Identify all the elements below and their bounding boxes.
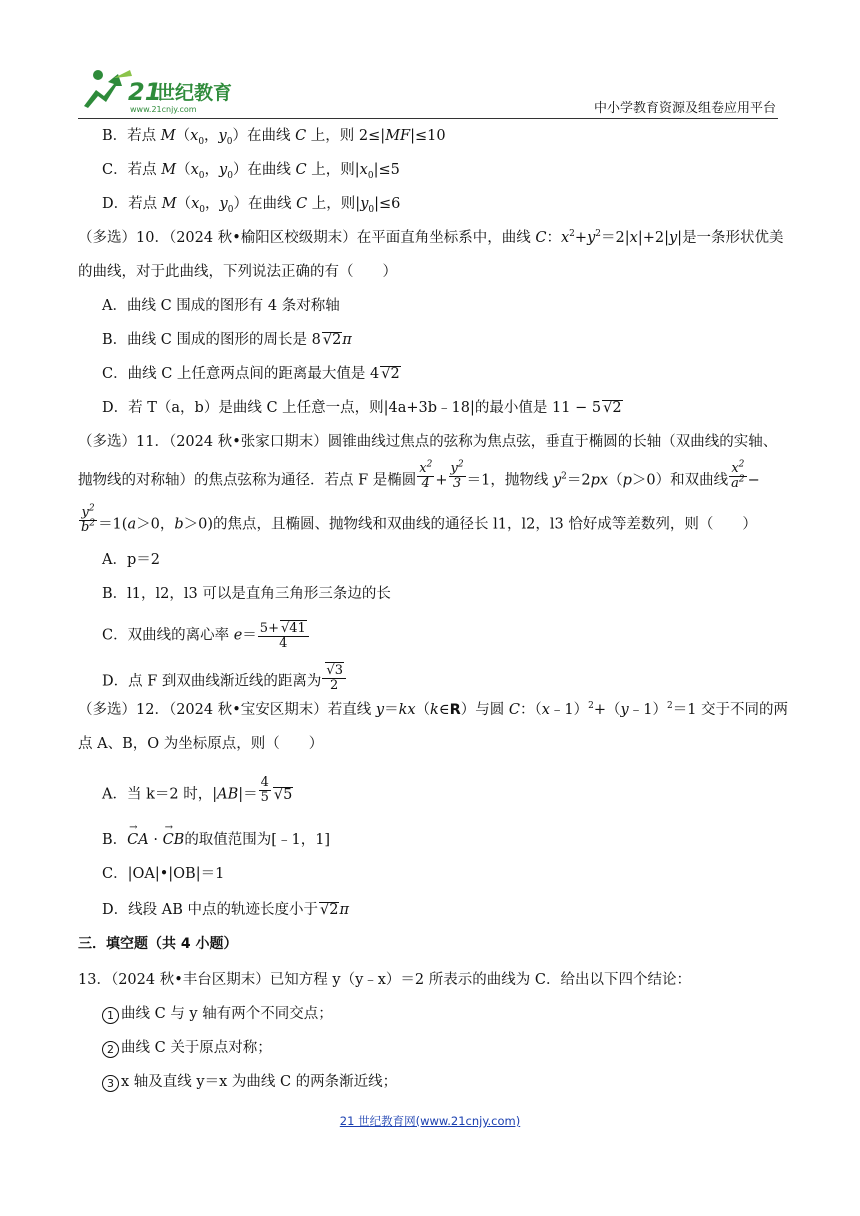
q11-option-c: C．双曲线的离心率 e＝ $\frac{5+ √41}{4}$ [102, 620, 310, 651]
page-header [0, 0, 860, 118]
q10-option-d: D．若 T（a，b）是曲线 C 上任意一点，则|4a+3b﹣18|的最小值是 11 − 5 √2 [102, 400, 622, 416]
q11-stem-line3: $\frac{y^2}{b^2}$ ＝1(a＞0，b＞0)的焦点，且椭圆、抛物线和双曲线的通径长 l1，l2，l3 恰好成等差数列，则（ ） [81, 503, 757, 535]
q10-option-c: C．曲线 C 上任意两点间的距离最大值是 4 √2 [102, 366, 400, 382]
svg-text:世纪教育: 世纪教育 [156, 82, 233, 104]
q13-item-2: 2 曲线 C 关于原点对称； [102, 1038, 272, 1058]
q11-stem-line2: 抛物线的对称轴）的焦点弦称为通径．若点 F 是椭圆 $\frac{x^2}{4}$ + $\frac{y^2}{3}$ ＝1，抛物线 $y^2=2px(p>0)$和双曲线 $\frac{x^2}{a^2}$ − [78, 459, 760, 491]
header-divider [78, 118, 778, 119]
q10-stem: （多选）10．（2024 秋•榆阳区校级期末）在平面直角坐标系中，曲线 C：$x^2+y^2=2|x|+2|y|$是一条形状优美 [78, 229, 784, 246]
runner-logo-icon [78, 66, 258, 116]
q12-stem-line2: 点 A、B，O 为坐标原点，则（ ） [78, 736, 324, 752]
footer-link[interactable]: 21 世纪教育网(www.21cnjy.com) [339, 1114, 521, 1128]
q9-option-b: B．若点 $M(x_0$，$y_0$）在曲线 C 上，则 2≤|MF|≤10 [102, 128, 446, 147]
q11-option-d: D．点 F 到双曲线渐近线的距离为 $\frac{√3}{2}$ [102, 666, 347, 697]
q13-item-3: 3 x 轴及直线 y＝x 为曲线 C 的两条渐近线； [102, 1072, 397, 1092]
q11-stem: （多选）11．（2024 秋•张家口期末）圆锥曲线过焦点的弦称为焦点弦，垂直于椭圆的长轴（双曲线的实轴、 [78, 434, 778, 450]
q12-option-a: A．当 k＝2 时，|AB|＝ $\frac{4}{5}$ √5 [102, 775, 293, 805]
q12-stem: （多选）12．（2024 秋•宝安区期末）若直线 y＝kx（k∈R）与圆 C：（x﹣1）$^2$+（y﹣1）$^2$＝1 交于不同的两 [78, 701, 789, 718]
circled-3-icon: 3 [102, 1075, 119, 1092]
q10-option-b: B．曲线 C 围成的图形的周长是 8 √2π [102, 332, 352, 348]
q10-option-a: A．曲线 C 围成的图形有 4 条对称轴 [102, 298, 340, 314]
svg-text:21: 21 [128, 78, 162, 106]
q9-option-c: C．若点 $M(x_0$，$y_0$）在曲线 C 上，则$|x_0|\le 5$ [102, 162, 400, 181]
logo [78, 66, 258, 116]
q13-stem: 13．（2024 秋•丰台区期末）已知方程 y（y﹣x）＝2 所表示的曲线为 C．给出以下四个结论： [78, 972, 691, 988]
page-footer [0, 1113, 860, 1129]
q10-stem-line2: 的曲线，对于此曲线，下列说法正确的有（ ） [78, 264, 397, 280]
q11-option-a: A．p＝2 [102, 552, 160, 568]
circled-1-icon: 1 [102, 1007, 119, 1024]
q12-option-c: C．|OA|•|OB|＝1 [102, 866, 225, 882]
svg-text:www.21cnjy.com: www.21cnjy.com [130, 105, 197, 114]
q12-option-d: D．线段 AB 中点的轨迹长度小于 √2π [102, 902, 349, 918]
q9-option-d: D．若点 $M(x_0$，$y_0$）在曲线 C 上，则$|y_0|\le 6$ [102, 196, 401, 215]
q12-option-b: B．→ CA · → CB的取值范围为[﹣1，1] [102, 830, 330, 850]
platform-name: 中小学教育资源及组卷应用平台 [593, 101, 776, 116]
circled-2-icon: 2 [102, 1041, 119, 1058]
section-title-fill-in: 三．填空题（共 4 小题） [78, 936, 238, 952]
q13-item-1: 1 曲线 C 与 y 轴有两个不同交点； [102, 1004, 333, 1024]
q11-option-b: B．l1，l2，l3 可以是直角三角形三条边的长 [102, 586, 391, 602]
